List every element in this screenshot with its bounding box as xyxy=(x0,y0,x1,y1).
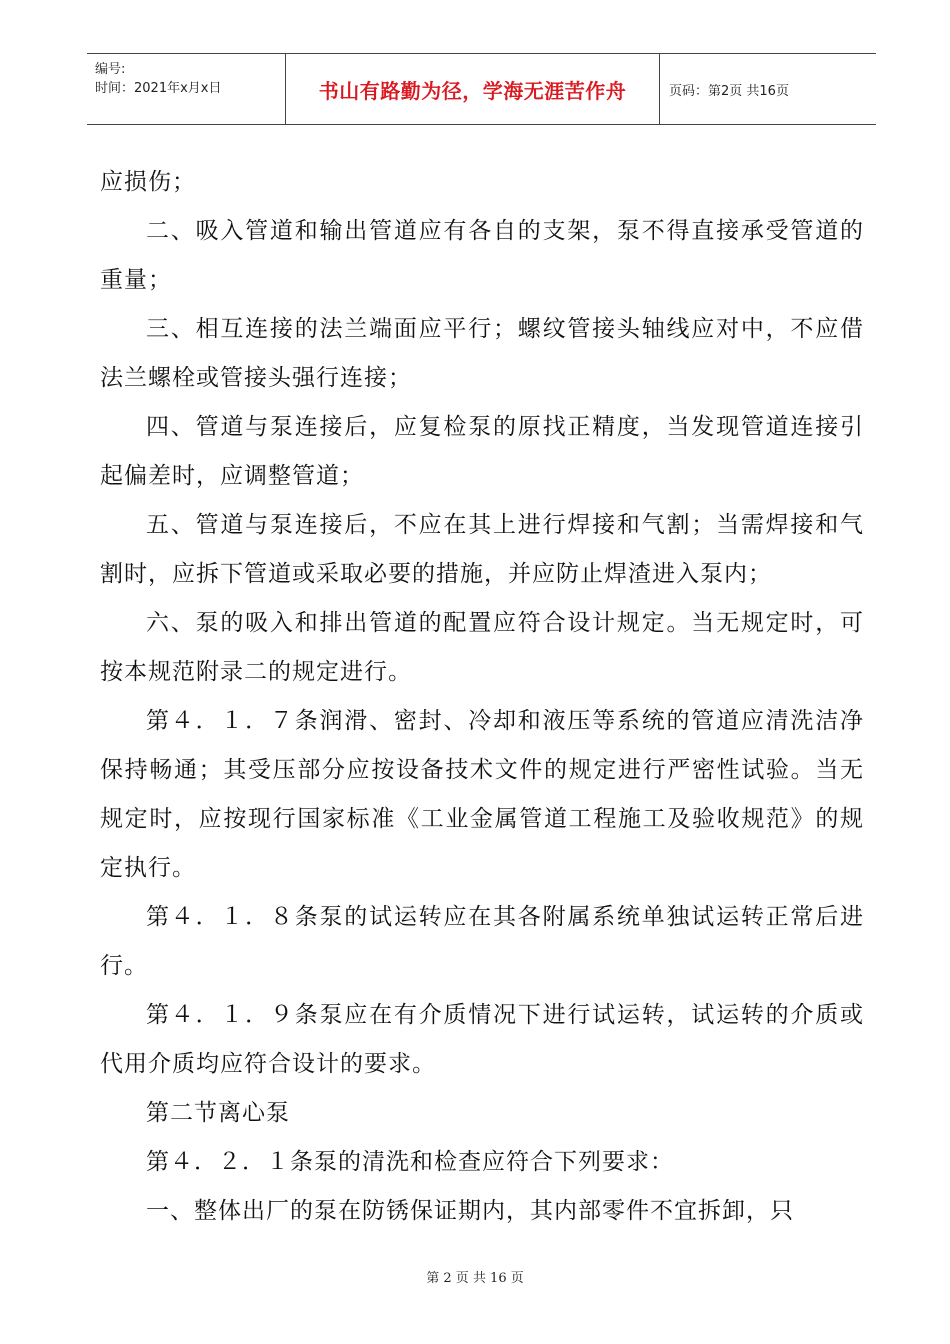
header-motto: 书山有路勤为径，学海无涯苦作舟 xyxy=(286,54,660,124)
header-page-number: 页码：第2页 共16页 xyxy=(669,83,789,99)
document-date: 时间：2021年x月x日 xyxy=(95,81,222,96)
paragraph: 第４．１．９条泵应在有介质情况下进行试运转，试运转的介质或代用介质均应符合设计的要求。 xyxy=(100,1002,864,1077)
footer-page-number: 第 2 页 共 16 页 xyxy=(426,1271,524,1286)
page-header xyxy=(87,53,876,125)
page-footer xyxy=(0,1267,950,1286)
section-heading: 第二节离心泵 xyxy=(146,1100,290,1126)
paragraph: 第４．１．７条润滑、密封、冷却和液压等系统的管道应清洗洁净保持畅通；其受压部分应按设备技术文件的规定进行严密性试验。当无规定时，应按现行国家标准《工业金属管道工程施工及验收规范》的规定执行。 xyxy=(100,708,864,881)
paragraph: 第４．１．８条泵的试运转应在其各附属系统单独试运转正常后进行。 xyxy=(100,904,864,979)
header-meta xyxy=(87,54,286,124)
paragraph: 三、相互连接的法兰端面应平行；螺纹管接头轴线应对中，不应借法兰螺栓或管接头强行连接； xyxy=(100,316,864,391)
paragraph: 第４．２．１条泵的清洗和检查应符合下列要求： xyxy=(146,1149,674,1175)
paragraph: 一、整体出厂的泵在防锈保证期内，其内部零件不宜拆卸，只 xyxy=(146,1198,794,1224)
paragraph: 应损伤； xyxy=(100,169,196,195)
paragraph: 四、管道与泵连接后，应复检泵的原找正精度，当发现管道连接引起偏差时，应调整管道； xyxy=(100,414,864,489)
paragraph: 六、泵的吸入和排出管道的配置应符合设计规定。当无规定时，可按本规范附录二的规定进行。 xyxy=(100,610,864,685)
document-number-label: 编号: xyxy=(95,62,126,77)
header-page-info xyxy=(660,54,876,124)
paragraph: 二、吸入管道和输出管道应有各自的支架，泵不得直接承受管道的重量； xyxy=(100,218,864,293)
document-body xyxy=(100,158,864,1236)
paragraph: 五、管道与泵连接后，不应在其上进行焊接和气割；当需焊接和气割时，应拆下管道或采取必要的措施，并应防止焊渣进入泵内； xyxy=(100,512,864,587)
